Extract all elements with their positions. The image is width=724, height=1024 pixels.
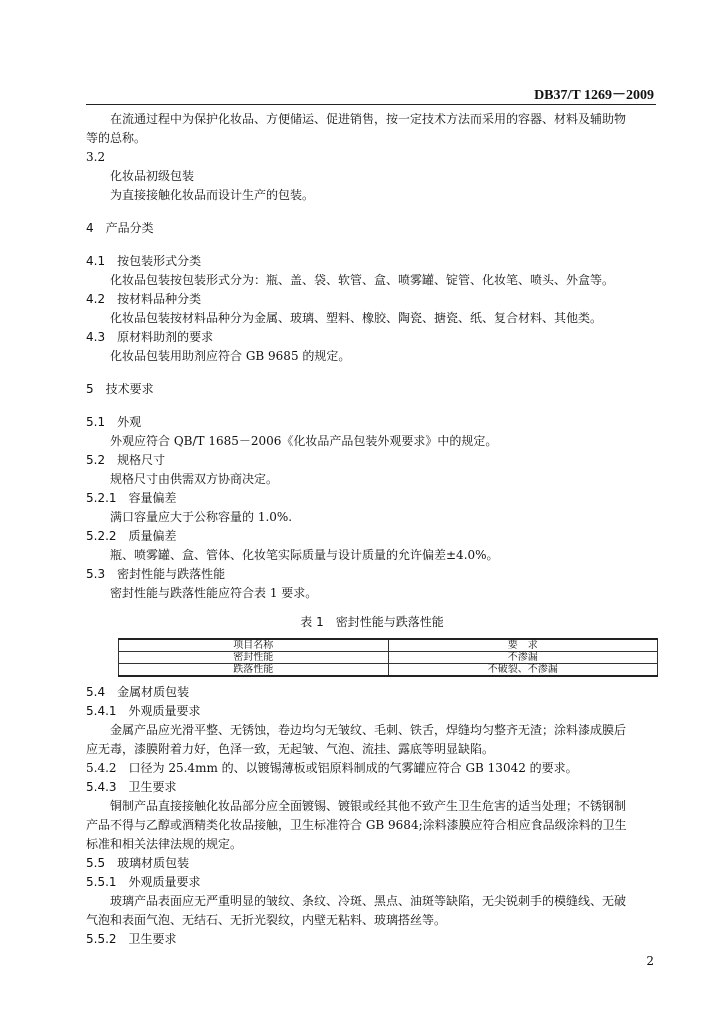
table-caption: 表 1 密封性能与跌落性能: [300, 615, 444, 629]
section-heading: 4.2 按材料品种分类: [86, 292, 202, 306]
clause-number: 3.2: [86, 150, 106, 164]
paragraph: 满口容量应大于公称容量的 1.0%.: [110, 510, 293, 524]
paragraph: 金属产品应光滑平整、无锈蚀，卷边均匀无皱纹、毛刺、铁舌，焊缝均匀整齐无渣；涂料漆成膜后: [110, 723, 627, 737]
paragraph: 外观应符合 QB/T 1685－2006《化妆品产品包装外观要求》中的规定。: [110, 434, 498, 448]
table-cell: 不破裂、不渗漏: [388, 664, 658, 677]
standard-code-header: DB37/T 1269－2009: [534, 88, 654, 103]
table-cell: 密封性能: [119, 652, 389, 664]
paragraph: 规格尺寸由供需双方协商决定。: [110, 472, 279, 486]
paragraph: 密封性能与跌落性能应符合表 1 要求。: [110, 586, 318, 600]
section-heading: 4.1 按包装形式分类: [86, 254, 202, 268]
paragraph-continuation: 标准和相关法律法规的规定。: [86, 837, 243, 851]
section-heading: 5.4 金属材质包装: [86, 685, 190, 699]
document-body: [86, 110, 658, 949]
spacer: [86, 205, 658, 219]
paragraph: 瓶、喷雾罐、盒、管体、化妆笔实际质量与设计质量的允许偏差±4.0%。: [110, 548, 499, 562]
section-heading: 4 产品分类: [86, 221, 154, 235]
section-heading: 5.1 外观: [86, 415, 142, 429]
table-cell: 跌落性能: [119, 664, 389, 677]
paragraph-continuation: 产品不得与乙醇或酒精类化妆品接触，卫生标准符合 GB 9684;涂料漆膜应符合相应食品级涂料的卫生: [86, 818, 627, 832]
section-heading: 5 技术要求: [86, 382, 154, 396]
paragraph-continuation: 应无毒，漆膜附着力好，色泽一致，无起皱、气泡、流挂、露底等明显缺陷。: [86, 742, 495, 756]
clause-number: 5.4.2 口径为 25.4mm 的、以镀锡薄板或铝原料制成的气雾罐应符合 GB 13042 的要求。: [86, 761, 578, 775]
section-heading: 5.2.2 质量偏差: [86, 529, 177, 543]
header-rule: [86, 104, 656, 105]
section-heading: 5.2 规格尺寸: [86, 453, 166, 467]
section-heading: 5.5.1 外观质量要求: [86, 875, 201, 889]
table-cell: 不渗漏: [388, 652, 658, 664]
body-part-1: [86, 110, 658, 603]
paragraph-continuation: 气泡和表面气泡、无结石、无折光裂纹，内壁无粘料、玻璃搭丝等。: [86, 913, 447, 927]
section-heading: 5.4.1 外观质量要求: [86, 704, 201, 718]
spacer: [86, 399, 658, 413]
table-row: [119, 664, 658, 677]
section-heading: 5.3 密封性能与跌落性能: [86, 567, 226, 581]
paragraph: 铜制产品直接接触化妆品部分应全面镀锡、镀银或经其他不致产生卫生危害的适当处理；不锈钢制: [110, 799, 627, 813]
paragraph: 为直接接触化妆品而设计生产的包装。: [110, 188, 315, 202]
section-heading: 5.2.1 容量偏差: [86, 491, 177, 505]
table-header-cell: 项目名称: [119, 639, 389, 652]
section-heading: 5.5.2 卫生要求: [86, 932, 177, 946]
body-part-2: [86, 683, 658, 949]
paragraph: 化妆品初级包装: [110, 169, 195, 183]
paragraph: 化妆品包装按包装形式分为：瓶、盖、袋、软管、盒、喷雾罐、锭管、化妆笔、喷头、外盒等。: [110, 273, 615, 287]
performance-table: [118, 638, 658, 677]
table-header-cell: 要 求: [388, 639, 658, 652]
page-number: 2: [646, 954, 654, 968]
section-heading: 5.4.3 卫生要求: [86, 780, 177, 794]
section-heading: 4.3 原材料助剂的要求: [86, 330, 214, 344]
section-heading: 5.5 玻璃材质包装: [86, 856, 190, 870]
spacer: [86, 366, 658, 380]
paragraph: 化妆品包装按材料品种分为金属、玻璃、塑料、橡胶、陶瓷、搪瓷、纸、复合材料、其他类。: [110, 311, 603, 325]
paragraph: 化妆品包装用助剂应符合 GB 9685 的规定。: [110, 349, 351, 363]
paragraph: 在流通过程中为保护化妆品、方便储运、促进销售，按一定技术方法而采用的容器、材料及辅助物: [110, 112, 627, 126]
paragraph-continuation: 等的总称。: [86, 131, 147, 145]
table-row: [119, 652, 658, 664]
table-row: [119, 639, 658, 652]
spacer: [86, 238, 658, 252]
paragraph: 玻璃产品表面应无严重明显的皱纹、条纹、冷斑、黑点、油斑等缺陷，无尖锐刺手的模缝线、无破: [110, 894, 627, 908]
